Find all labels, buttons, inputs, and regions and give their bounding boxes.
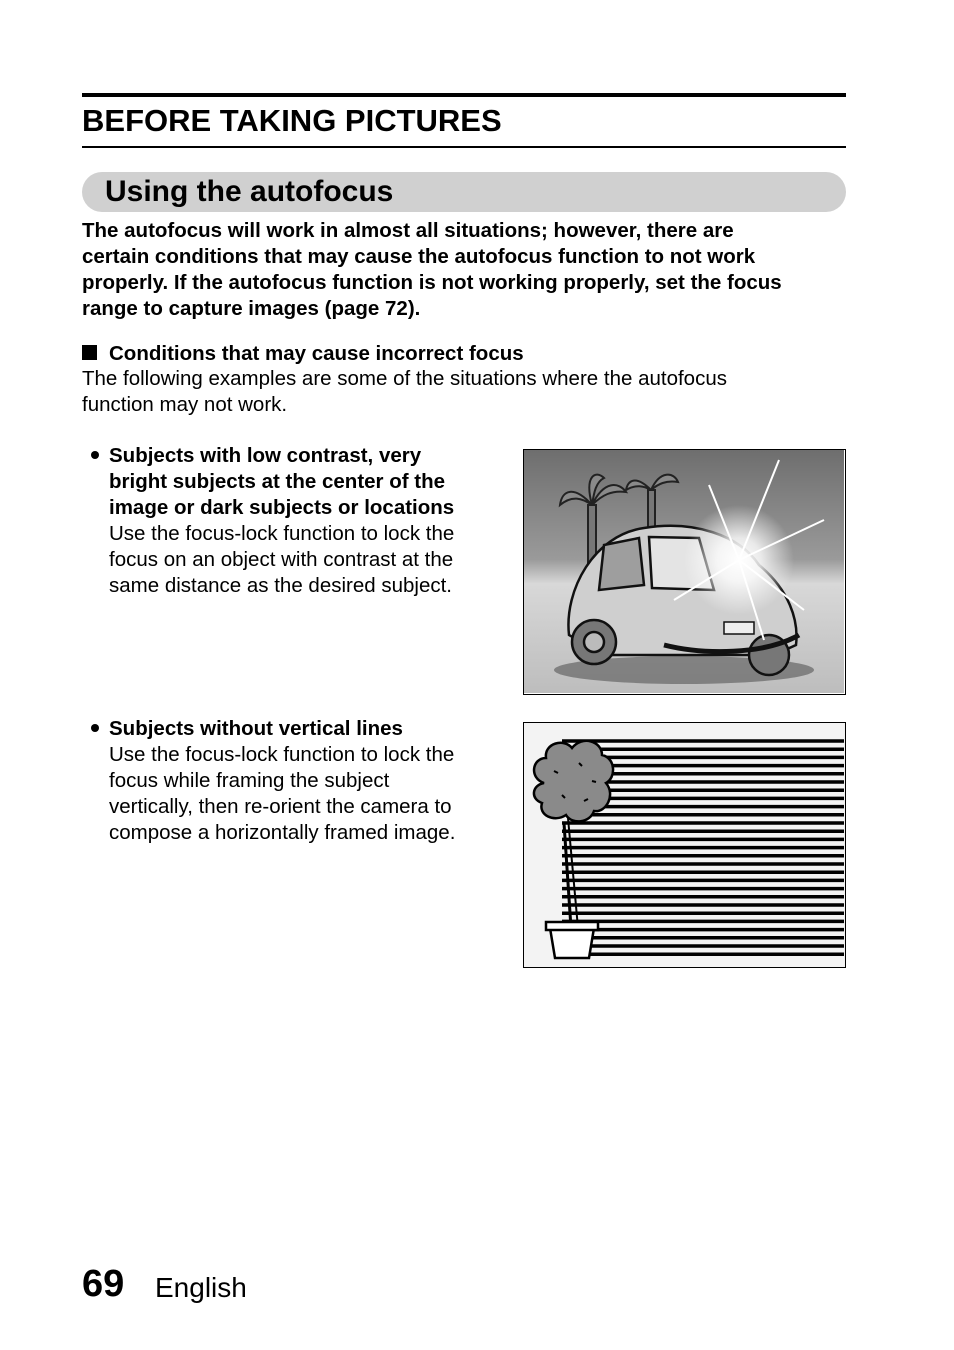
example-body-line: focus while framing the subject	[109, 769, 390, 792]
example-title-line: image or dark subjects or locations	[109, 496, 455, 519]
intro-paragraph	[82, 218, 852, 322]
intro-line: range to capture images (page 72).	[82, 297, 421, 320]
conditions-description-line: function may not work.	[82, 393, 288, 416]
example-body-line: compose a horizontally framed image.	[109, 821, 456, 844]
chapter-title: BEFORE TAKING PICTURES	[82, 103, 502, 138]
conditions-description-line: The following examples are some of the situations where the autofocus	[82, 367, 727, 390]
intro-line: The autofocus will work in almost all situations; however, there are	[82, 219, 734, 242]
blinds-illustration	[523, 722, 846, 968]
header-bottom-rule	[82, 146, 846, 148]
example-title-line: Subjects without vertical lines	[109, 717, 403, 740]
conditions-heading	[82, 341, 524, 367]
bullet-dot-icon	[91, 451, 99, 459]
bullet-dot-icon	[91, 724, 99, 732]
example-body-line: Use the focus-lock function to lock the	[109, 743, 455, 766]
example-body-line: vertically, then re-orient the camera to	[109, 795, 452, 818]
blinds-svg	[524, 723, 844, 966]
square-bullet-icon	[82, 345, 97, 360]
page-number: 69	[82, 1263, 125, 1305]
example-body-line: same distance as the desired subject.	[109, 574, 452, 597]
car-glare-svg	[524, 450, 844, 693]
page-language: English	[155, 1272, 247, 1303]
example-title-line: Subjects with low contrast, very	[109, 444, 422, 467]
example-body-line: Use the focus-lock function to lock the	[109, 522, 455, 545]
example-body-line: focus on an object with contrast at the	[109, 548, 454, 571]
intro-line: certain conditions that may cause the autofocus function to not work	[82, 245, 756, 268]
section-title: Using the autofocus	[105, 175, 394, 208]
example-no-vertical-lines	[109, 716, 455, 846]
header-top-rule	[82, 93, 846, 97]
example-title-line: bright subjects at the center of the	[109, 470, 446, 493]
conditions-description	[82, 366, 727, 418]
car-glare-illustration	[523, 449, 846, 695]
example-low-contrast	[109, 443, 454, 599]
intro-line: properly. If the autofocus function is not working properly, set the focus	[82, 271, 782, 294]
conditions-heading-text: Conditions that may cause incorrect focus	[109, 342, 524, 365]
